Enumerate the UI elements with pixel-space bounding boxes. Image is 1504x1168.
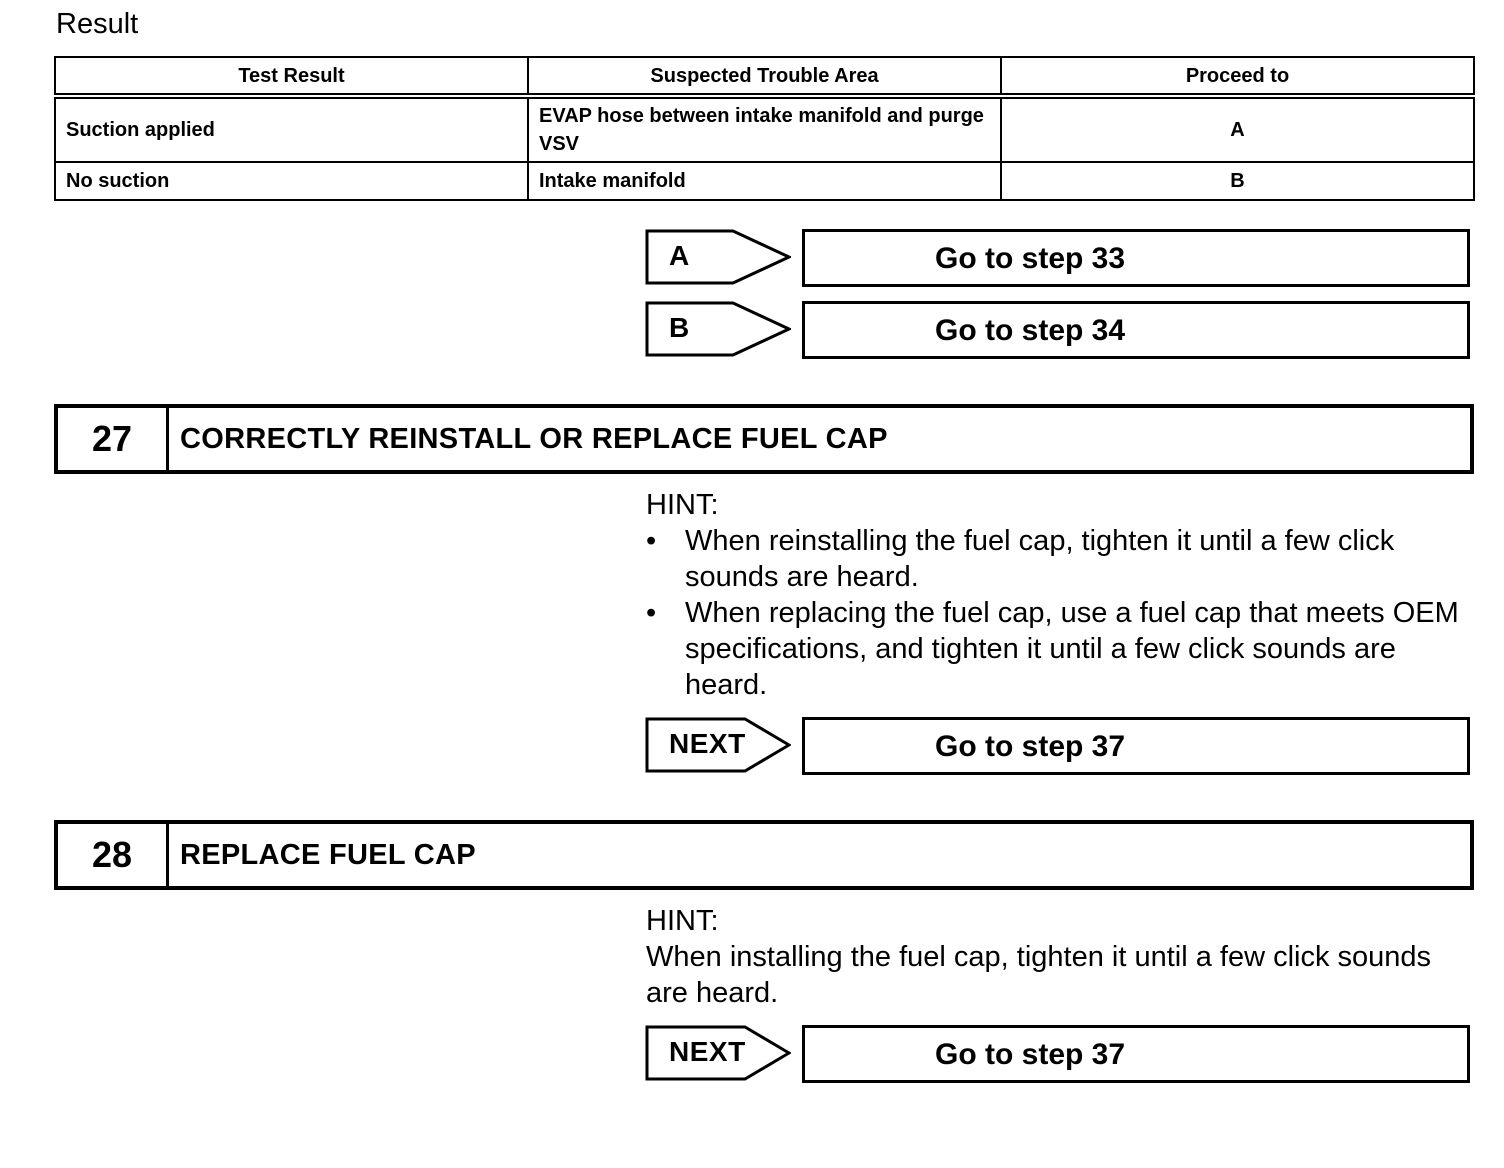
go-to-step-37-button[interactable] <box>802 717 1470 775</box>
bullet-icon: • <box>646 525 657 557</box>
hint-item-text: When reinstalling the fuel cap, tighten it until a few click sounds are heard. <box>685 525 1395 593</box>
go-to-step-34-button[interactable] <box>802 301 1470 359</box>
next-tag-label: NEXT <box>669 1036 746 1067</box>
result-b-tag <box>645 301 791 357</box>
go-to-step-33-button[interactable] <box>802 229 1470 287</box>
table-row <box>55 162 1474 200</box>
hint-item-text: When replacing the fuel cap, use a fuel cap that meets OEM specifications, and tighten it until a few click sounds are heard. <box>685 597 1459 701</box>
go-to-step-37-button[interactable] <box>802 1025 1470 1083</box>
hint-item <box>646 595 1476 703</box>
result-a-tag-label: A <box>669 240 690 271</box>
result-heading: Result <box>56 8 139 40</box>
result-b-tag-label: B <box>669 312 690 343</box>
result-table <box>54 56 1475 201</box>
step-28-title: REPLACE FUEL CAP <box>180 839 476 871</box>
step-27-title: CORRECTLY REINSTALL OR REPLACE FUEL CAP <box>180 423 888 455</box>
result-a-tag <box>645 229 791 285</box>
arrow-tag-icon <box>645 229 791 285</box>
column-header-test-result: Test Result <box>55 57 528 96</box>
step-27-number: 27 <box>58 408 169 470</box>
hint-list <box>646 523 1476 703</box>
step-28-number: 28 <box>58 824 169 886</box>
next-tag <box>645 717 791 773</box>
column-header-suspected-trouble-area: Suspected Trouble Area <box>528 57 1001 96</box>
go-to-step-37-label: Go to step 37 <box>935 730 1126 763</box>
test-result-cell: No suction <box>55 162 528 200</box>
next-tag <box>645 1025 791 1081</box>
hint-title: HINT: <box>646 905 719 937</box>
column-header-proceed-to: Proceed to <box>1001 57 1474 96</box>
table-header-row <box>55 57 1474 96</box>
trouble-area-cell: EVAP hose between intake manifold and purge VSV <box>528 96 1001 162</box>
bullet-icon: • <box>646 597 657 629</box>
trouble-area-cell: Intake manifold <box>528 162 1001 200</box>
hint-title: HINT: <box>646 489 719 521</box>
go-to-step-33-label: Go to step 33 <box>935 242 1126 275</box>
arrow-tag-icon <box>645 301 791 357</box>
step-27-hint <box>646 487 1476 703</box>
step-28-hint <box>646 903 1476 1011</box>
hint-item <box>646 523 1476 595</box>
go-to-step-37-label: Go to step 37 <box>935 1038 1126 1071</box>
table-row <box>55 96 1474 162</box>
test-result-cell: Suction applied <box>55 96 528 162</box>
hint-text: When installing the fuel cap, tighten it until a few click sounds are heard. <box>646 941 1432 1009</box>
proceed-to-cell: B <box>1001 162 1474 200</box>
step-28-header <box>54 820 1474 890</box>
proceed-to-cell: A <box>1001 96 1474 162</box>
go-to-step-34-label: Go to step 34 <box>935 314 1126 347</box>
next-tag-label: NEXT <box>669 728 746 759</box>
step-27-header <box>54 404 1474 474</box>
